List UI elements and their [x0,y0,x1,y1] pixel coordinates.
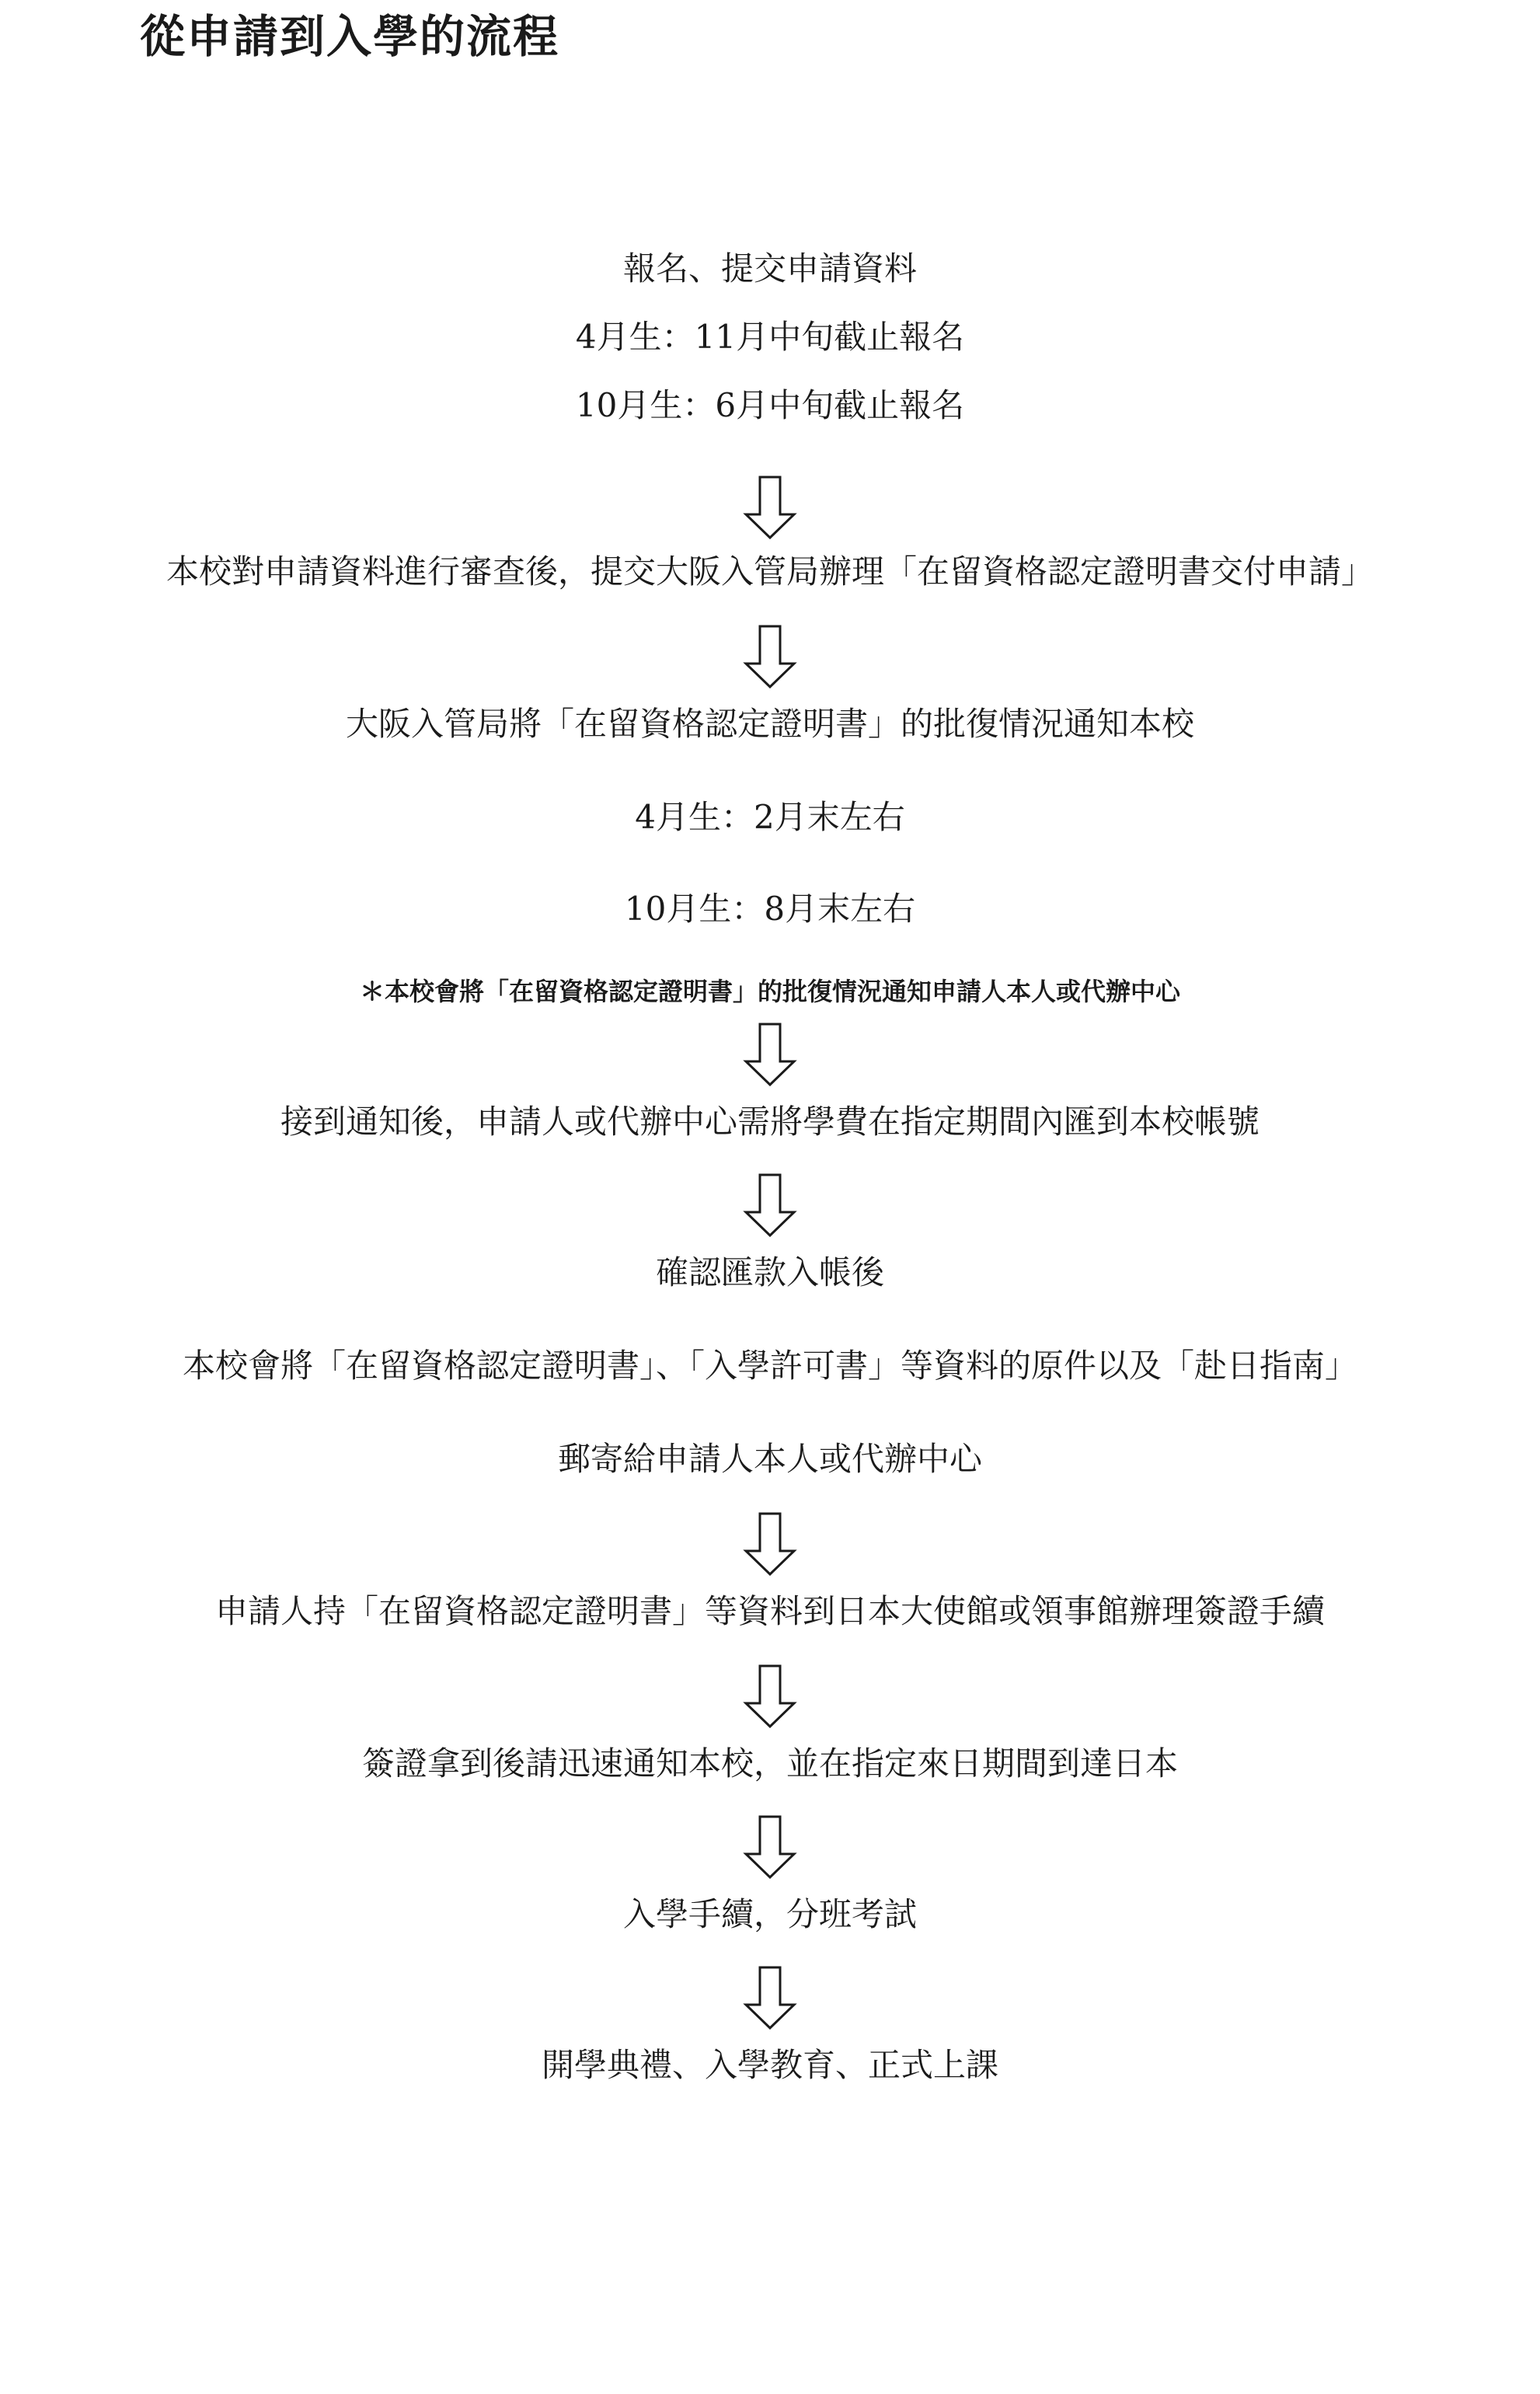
step-apply-october-deadline: 10月生：6月中旬截止報名 [575,386,965,424]
down-arrow-icon [743,1173,797,1237]
step-confirm-payment: 確認匯款入帳後 [655,1253,884,1291]
down-arrow-icon [743,476,797,539]
step-mail-recipient: 郵寄給申請人本人或代辦中心 [557,1440,982,1478]
step-apply: 報名、提交申請資料 [622,249,917,287]
step-review: 本校對申請資料進行審查後，提交大阪入管局辦理「在留資格認定證明書交付申請」 [165,552,1374,591]
down-arrow-icon [743,625,797,688]
step-arrival: 簽證拿到後請迅速通知本校，並在指定來日期間到達日本 [361,1744,1178,1782]
down-arrow-icon [743,1512,797,1576]
step-start-classes: 開學典禮、入學教育、正式上課 [541,2046,998,2084]
page-title: 從申請到入學的流程 [140,10,560,63]
step-apply-april-deadline: 4月生：11月中旬截止報名 [575,318,965,356]
step-mail-documents: 本校會將「在留資格認定證明書」、「入學許可書」等資料的原件以及「赴日指南」 [182,1347,1357,1385]
step-notify-april: 4月生：2月末左右 [635,798,905,836]
step-notify-october: 10月生：8月末左右 [624,890,916,928]
down-arrow-icon [743,1966,797,2030]
step-enrollment: 入學手續，分班考試 [622,1895,917,1933]
down-arrow-icon [743,1023,797,1086]
step-notify-note: ＊本校會將「在留資格認定證明書」的批復情況通知申請人本人或代辦中心 [359,977,1180,1006]
down-arrow-icon [743,1815,797,1879]
step-visa: 申請人持「在留資格認定證明書」等資料到日本大使館或領事館辦理簽證手續 [214,1592,1325,1630]
step-payment: 接到通知後，申請人或代辦中心需將學費在指定期間內匯到本校帳號 [280,1103,1260,1141]
down-arrow-icon [743,1664,797,1728]
step-notify: 大阪入管局將「在留資格認定證明書」的批復情況通知本校 [345,705,1194,743]
